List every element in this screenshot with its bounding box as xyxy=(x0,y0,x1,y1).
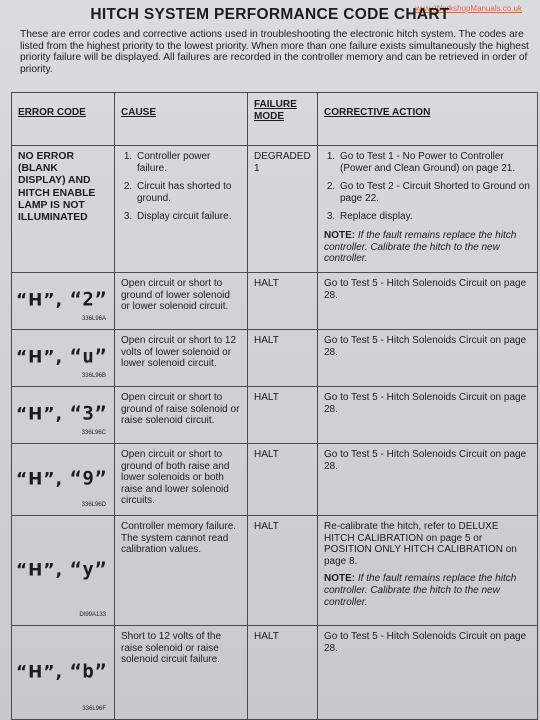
error-code-cell xyxy=(12,516,115,626)
figure-code: 336L96A xyxy=(81,316,106,323)
cause-cell: Controller memory failure. The system cannot read calibration values. xyxy=(115,516,248,626)
figure-code: DI99A133 xyxy=(79,612,106,619)
display-character: “3” xyxy=(69,402,108,425)
table-row xyxy=(12,516,538,626)
failure-mode-cell: HALT xyxy=(248,330,318,387)
intro-paragraph: These are error codes and corrective actions used in troubleshooting the electronic hitch system. The codes are listed from the highest priority to the lowest priority. When more than one failure exists simultaneously the highest priority failure will be displayed. All failures are recorded in the controller memory and can be retrieved in order of priority. xyxy=(20,29,529,75)
figure-code: 336L96B xyxy=(81,373,106,380)
error-code-cell xyxy=(12,330,115,387)
note-label: NOTE: xyxy=(324,573,356,585)
cause-cell: Short to 12 volts of the raise solenoid or raise solenoid circuit failure. xyxy=(115,626,248,720)
display-letter: “H”, xyxy=(16,559,64,580)
cause-cell: Open circuit or short to ground of both raise and lower solenoids or both raise and lower solenoid circuits. xyxy=(115,444,248,516)
figure-code: 336L96C xyxy=(81,430,106,437)
display-code-image xyxy=(16,288,108,311)
cause-cell: Open circuit or short to 12 volts of lower solenoid or lower solenoid circuit. xyxy=(115,330,248,387)
display-code-image xyxy=(16,402,108,425)
table-row xyxy=(12,146,538,273)
list-item: 2. Circuit has shorted to ground. xyxy=(135,181,241,204)
error-code-cell xyxy=(12,444,115,516)
corrective-action-cell: Go to Test 5 - Hitch Solenoids Circuit on page 28. xyxy=(318,626,538,720)
display-code-image xyxy=(16,557,108,580)
failure-mode-cell: HALT xyxy=(248,516,318,626)
error-code-cell xyxy=(12,273,115,330)
list-item: 1. Controller power failure. xyxy=(135,151,241,174)
display-character: “u” xyxy=(69,345,108,368)
failure-mode-cell: HALT xyxy=(248,273,318,330)
note-text xyxy=(324,573,531,608)
list-item: 3. Display circuit failure. xyxy=(135,211,241,223)
figure-code: 336L96D xyxy=(81,502,106,509)
error-code-cell xyxy=(12,387,115,444)
note-body: If the fault remains replace the hitch controller. Calibrate the hitch to the new controller. xyxy=(324,573,517,608)
failure-mode-cell: HALT xyxy=(248,387,318,444)
failure-mode-cell: DEGRADED 1 xyxy=(248,146,318,273)
table-row xyxy=(12,444,538,516)
table-row xyxy=(12,273,538,330)
display-letter: “H”, xyxy=(16,290,64,311)
page-title: HITCH SYSTEM PERFORMANCE CODE CHART xyxy=(90,6,450,23)
table-header-row xyxy=(12,93,538,146)
error-description: NO ERROR (BLANK DISPLAY) AND HITCH ENABLE LAMP IS NOT ILLUMINATED xyxy=(18,151,96,224)
corrective-action-cell: Go to Test 5 - Hitch Solenoids Circuit on page 28. xyxy=(318,330,538,387)
cause-cell: Open circuit or short to ground of lower solenoid or lower solenoid circuit. xyxy=(115,273,248,330)
display-code-image xyxy=(16,345,108,368)
watermark-link[interactable]: www.WorkshopManuals.co.uk xyxy=(415,4,522,13)
corrective-action-cell: Go to Test 5 - Hitch Solenoids Circuit on page 28. xyxy=(318,273,538,330)
display-letter: “H”, xyxy=(16,347,64,368)
failure-mode-cell: HALT xyxy=(248,626,318,720)
display-character: “y” xyxy=(69,557,108,580)
display-code-image xyxy=(16,659,108,682)
cause-list xyxy=(121,151,241,223)
header-corrective-action: CORRECTIVE ACTION xyxy=(318,93,538,146)
error-code-cell xyxy=(12,146,115,273)
table-row xyxy=(12,330,538,387)
header-error-code: ERROR CODE xyxy=(12,93,115,146)
note-text xyxy=(324,230,531,265)
action-text: Re-calibrate the hitch, refer to DELUXE HITCH CALIBRATION on page 5 or POSITION ONLY HITCH CALIBRATION on page 8. xyxy=(324,521,517,567)
corrective-action-cell: Go to Test 5 - Hitch Solenoids Circuit on page 28. xyxy=(318,387,538,444)
list-item: 2. Go to Test 2 - Circuit Shorted to Ground on page 22. xyxy=(338,181,531,204)
display-letter: “H”, xyxy=(16,468,64,489)
corrective-action-cell: Go to Test 5 - Hitch Solenoids Circuit on page 28. xyxy=(318,444,538,516)
failure-mode-cell: HALT xyxy=(248,444,318,516)
display-character: “9” xyxy=(69,466,108,489)
display-code-image xyxy=(16,466,108,489)
display-letter: “H”, xyxy=(16,661,64,682)
list-item: 3. Replace display. xyxy=(338,211,531,223)
corrective-action-cell xyxy=(318,146,538,273)
note-body: If the fault remains replace the hitch controller. Calibrate the hitch to the new controller. xyxy=(324,229,517,265)
note-label: NOTE: xyxy=(324,229,356,241)
error-code-cell xyxy=(12,626,115,720)
table-row xyxy=(12,387,538,444)
header-failure-mode: FAILURE MODE xyxy=(248,93,318,146)
table-row xyxy=(12,626,538,720)
action-list xyxy=(324,151,531,223)
header-cause: CAUSE xyxy=(115,93,248,146)
list-item: 1. Go to Test 1 - No Power to Controller (Power and Clean Ground) on page 21. xyxy=(338,151,531,174)
display-letter: “H”, xyxy=(16,404,64,425)
display-character: “2” xyxy=(69,288,108,311)
figure-code: 336L96F xyxy=(82,706,106,713)
performance-code-table xyxy=(11,92,538,720)
cause-cell: Open circuit or short to ground of raise solenoid or raise solenoid circuit. xyxy=(115,387,248,444)
cause-cell xyxy=(115,146,248,273)
corrective-action-cell xyxy=(318,516,538,626)
display-character: “b” xyxy=(69,659,108,682)
